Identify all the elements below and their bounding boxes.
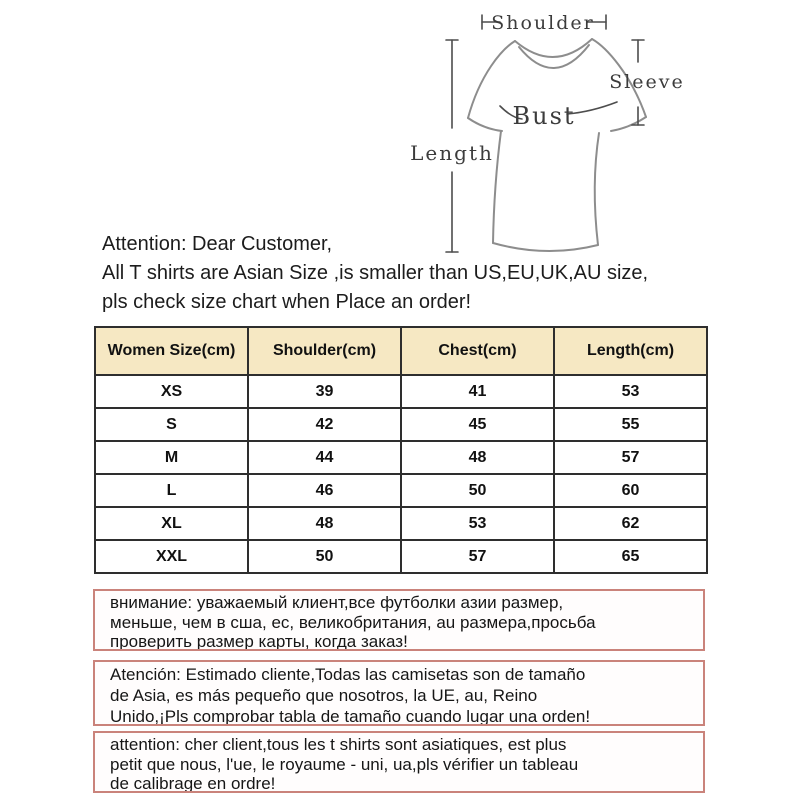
table-row-xl [95,507,707,540]
warning-line: Unido,¡Pls comprobar tabla de tamaño cuando lugar una orden! [110,707,591,726]
chest-cell: 41 [401,375,554,408]
shoulder-cell: 39 [248,375,401,408]
warning-line: petit que nous, l'ue, le royaume - uni, ua,pls vérifier un tableau [110,754,579,774]
size-cell: XXL [95,540,248,573]
shoulder-cell: 42 [248,408,401,441]
size-cell: M [95,441,248,474]
tshirt-measurement-diagram [400,0,760,262]
bust-label: Bust [512,102,576,130]
column-header-chest: Chest(cm) [401,327,554,375]
attention-note [102,230,648,317]
attention-line: All T shirts are Asian Size ,is smaller than US,EU,UK,AU size, [102,262,649,284]
warning-line: проверить размер карты, когда заказ! [110,632,408,651]
length-cell: 65 [554,540,707,573]
warning-line: de calibrage en ordre! [110,774,276,793]
length-cell: 57 [554,441,707,474]
warning-line: меньше, чем в сша, ес, великобритания, au размера,просьба [110,612,596,632]
warning-box-french [93,731,705,793]
length-measure [410,40,494,252]
length-cell: 55 [554,408,707,441]
shoulder-cell: 44 [248,441,401,474]
column-header-shoulder: Shoulder(cm) [248,327,401,375]
sleeve-label: Sleeve [609,71,685,93]
size-cell: L [95,474,248,507]
column-header-length: Length(cm) [554,327,707,375]
warning-line: attention: cher client,tous les t shirts sont asiatiques, est plus [110,735,567,754]
table-row-xs [95,375,707,408]
size-cell: XL [95,507,248,540]
shoulder-measure [482,12,606,34]
warning-line: внимание: уважаемый клиент,все футболки азии размер, [110,593,564,612]
size-cell: XS [95,375,248,408]
column-header-size: Women Size(cm) [95,327,248,375]
table-row-s [95,408,707,441]
table-row-xxl [95,540,707,573]
attention-line: Attention: Dear Customer, [102,233,333,255]
length-cell: 53 [554,375,707,408]
sleeve-measure [609,40,685,125]
shoulder-cell: 48 [248,507,401,540]
chest-cell: 53 [401,507,554,540]
chest-cell: 57 [401,540,554,573]
chest-cell: 50 [401,474,554,507]
attention-line: pls check size chart when Place an order! [102,291,472,313]
warning-line: Atención: Estimado cliente,Todas las camisetas son de tamaño [110,665,586,684]
chest-cell: 48 [401,441,554,474]
shoulder-cell: 50 [248,540,401,573]
size-cell: S [95,408,248,441]
warning-line: de Asia, es más pequeño que nosotros, la UE, au, Reino [110,686,538,705]
shoulder-cell: 46 [248,474,401,507]
length-cell: 62 [554,507,707,540]
table-row-l [95,474,707,507]
bust-measure [500,102,617,130]
chest-cell: 45 [401,408,554,441]
warning-box-spanish [93,660,705,726]
warning-box-russian [93,589,705,651]
length-label: Length [410,141,494,165]
table-row-m [95,441,707,474]
shoulder-label: Shoulder [491,12,595,34]
size-chart-table [94,326,708,574]
length-cell: 60 [554,474,707,507]
header-row [95,327,707,375]
